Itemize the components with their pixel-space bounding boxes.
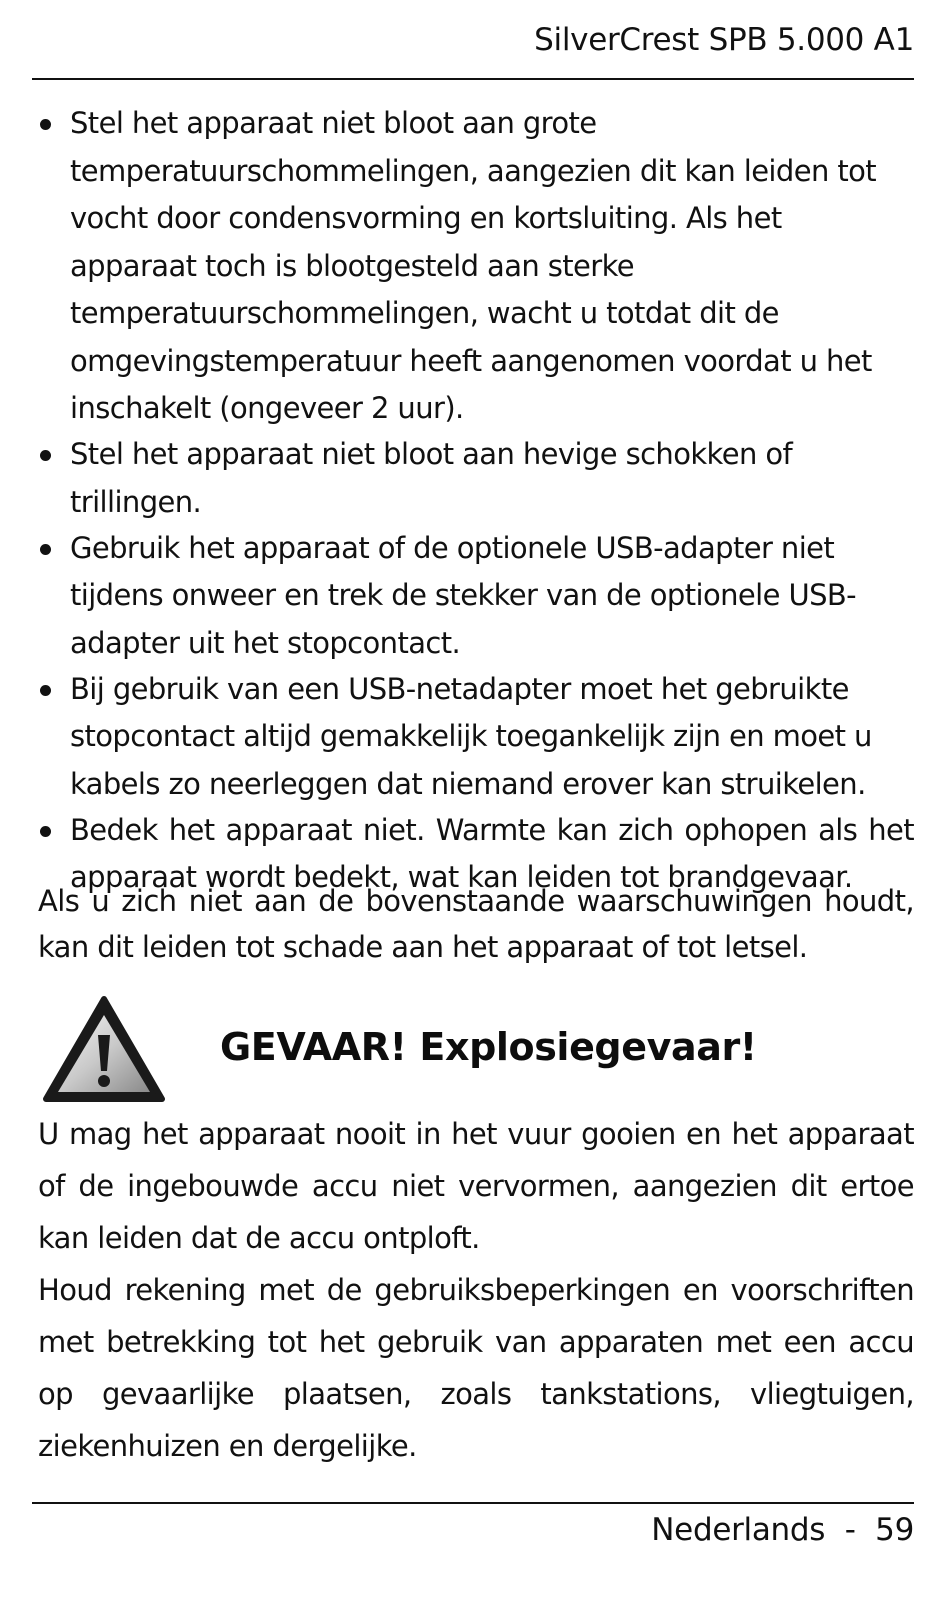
footer-separator: - xyxy=(844,1512,856,1548)
bullet-text: Bij gebruik van een USB-netadapter moet het gebruikte stopcontact altijd gemakkelijk toegankelijk zijn en moet u kabels zo neerleggen dat niemand erover kan struikelen. xyxy=(70,671,872,801)
bullet-dot-icon xyxy=(40,685,51,696)
bullet-item xyxy=(38,431,914,526)
footer-language: Nederlands xyxy=(651,1512,826,1548)
page-number: 59 xyxy=(875,1512,914,1548)
bullet-text: Bedek het apparaat niet. Warmte kan zich ophopen als het apparaat wordt bedekt, wat kan leiden tot brandgevaar. xyxy=(70,812,914,894)
header-divider xyxy=(32,78,914,80)
page-header: SilverCrest SPB 5.000 A1 xyxy=(534,22,914,58)
explosion-paragraph: U mag het apparaat nooit in het vuur gooien en het apparaat of de ingebouwde accu niet vervormen, aangezien dit ertoe kan leiden dat de accu ontploft. xyxy=(38,1117,914,1255)
bullet-item xyxy=(38,100,914,433)
bullet-dot-icon xyxy=(40,544,51,555)
page-footer xyxy=(32,1512,914,1548)
warning-triangle-icon xyxy=(42,995,166,1103)
bullet-item xyxy=(38,525,914,668)
restrictions-paragraph: Houd rekening met de gebruiksbeperkingen en voorschriften met betrekking tot het gebruik van apparaten met een accu op gevaarlijke plaatsen, zoals tankstations, vliegtuigen, ziekenhuizen en dergelijke. xyxy=(38,1273,914,1463)
safety-bullet-list xyxy=(38,100,914,900)
bullet-text: Gebruik het apparaat of de optionele USB-adapter niet tijdens onweer en trek de stekker van de optionele USB-adapter uit het stopcontact. xyxy=(70,530,857,660)
bullet-item xyxy=(38,666,914,809)
footer-divider xyxy=(32,1502,914,1504)
bullet-text: Stel het apparaat niet bloot aan hevige schokken of trillingen. xyxy=(70,437,793,519)
bullet-text: Stel het apparaat niet bloot aan grote temperatuurschommelingen, aangezien dit kan leiden tot vocht door condensvorming en kortsluiting. Als het apparaat toch is blootgesteld aan sterke temperatuurschommelingen, wacht u totdat dit de omgevingstemperatuur heeft aangenomen voordat u het inschakelt (ongeveer 2 uur). xyxy=(70,106,877,425)
danger-heading xyxy=(42,995,914,1105)
danger-title: GEVAAR! Explosiegevaar! xyxy=(220,1025,757,1069)
bullet-dot-icon xyxy=(40,450,51,461)
bullet-dot-icon xyxy=(40,119,51,130)
bullet-dot-icon xyxy=(40,826,51,837)
warning-consequence-paragraph: Als u zich niet aan de bovenstaande waarschuwingen houdt, kan dit leiden tot schade aan het apparaat of tot letsel. xyxy=(38,884,914,964)
